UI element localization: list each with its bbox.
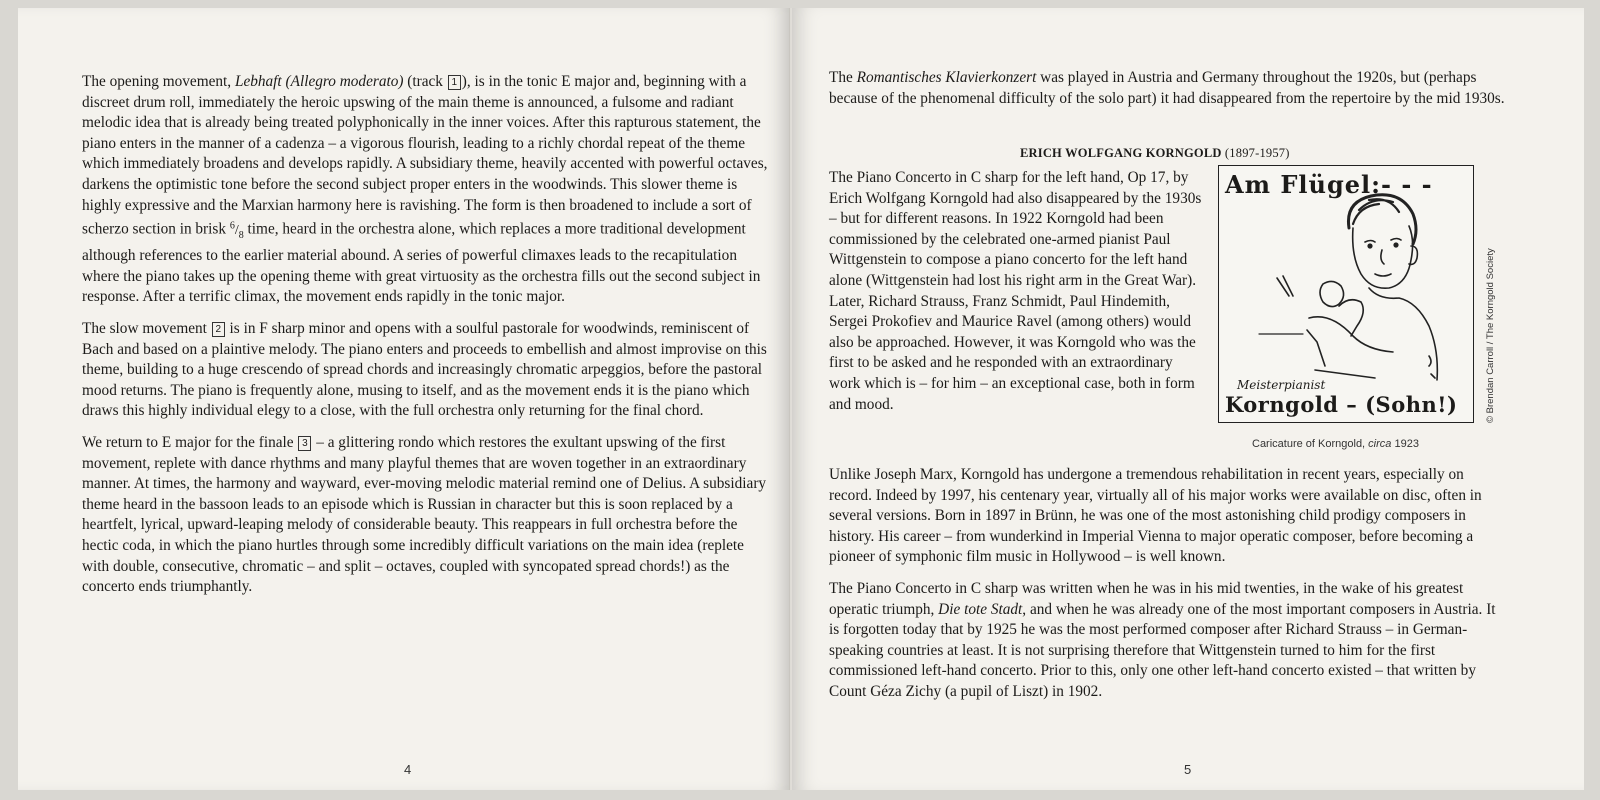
opera-title: Die tote Stadt — [938, 600, 1023, 618]
right-body-text — [829, 465, 1507, 714]
composer-heading — [1020, 146, 1420, 161]
text-run: , and when he was already one of the most important composers in Austria. It is forgotten today that by 1925 he was the most performed composer after Richard Strauss – in German-speaking countries at least. It is not surprising therefore that Wittgenstein turned to him for the first commissioned left-hand concerto. Prior to this, only one other left-hand concerto existed – that written by Count Géza Zichy (a pupil of Liszt) in 1902. — [829, 600, 1496, 700]
text-run: 1923 — [1391, 438, 1419, 450]
caricature-subtitle: Meisterpianist — [1237, 378, 1326, 392]
time-signature-numerator: 6 — [229, 220, 235, 232]
caricature-title-bottom: Korngold – (Sohn!) — [1225, 392, 1458, 417]
text-run: was played in Austria and Germany throughout the 1920s, but (perhaps because of the phenomenal difficulty of the solo part) it had disappeared from the repertoire by the mid 1930s. — [829, 69, 1505, 107]
text-run: The — [829, 69, 857, 86]
text-run: Caricature of Korngold, — [1252, 438, 1369, 450]
paragraph-slow-movement — [82, 319, 772, 422]
text-run: is in F sharp minor and opens with a soulful pastorale for woodwinds, reminiscent of Bach and based on a plaintive melody. The piano enters and proceeds to embellish and almost improvise on this theme, building to a huge crescendo of spread chords and increasingly chromatic arpeggios, before the pastoral mood returns. The piano is frequently alone, musing to itself, and as the movement ends it is the piano which draws this highly individual elegy to a close, with the full orchestra only returning for the final chord. — [82, 319, 767, 420]
time-signature-denominator: 8 — [238, 229, 244, 241]
left-text-column — [82, 72, 772, 609]
text-run: ), is in the tonic E major and, beginning with a discreet drum roll, immediately the heroic upswing of the main theme is announced, a fulsome and radiant melodic idea that is already being treated polyphonically in the inner voices. After this rapturous statement, the piano enters in the manner of a cadenza – a vigorous flourish, leading to a richly chordal repeat of the theme which immediately broadens and develops rapidly. A subsidiary theme, heavily accented with powerful octaves, darkens the optimistic tone before the second subject proper enters in the woodwinds. This slower theme is highly expressive and the Marxian harmony here is ravishing. The form is then broadened to include a sort of scherzo section in brisk — [82, 73, 768, 238]
text-run: We return to E major for the finale — [82, 433, 298, 451]
work-title: Romantisches Klavierkonzert — [856, 69, 1037, 86]
text-run: (track — [403, 73, 447, 90]
intro-paragraph — [829, 68, 1509, 109]
track-number-box: 1 — [448, 75, 461, 90]
wrapped-paragraph: The Piano Concerto in C sharp for the left hand, Op 17, by Erich Wolfgang Korngold had also disappeared by the 1930s – but for different reasons. In 1922 Korngold had been commissioned by the celebrated one-armed pianist Paul Wittgenstein to compose a piano concerto for the left hand alone (Wittgenstein had lost his right arm in the Great War). Later, Richard Strauss, Franz Schmidt, Paul Hindemith, Sergei Prokofiev and Maurice Ravel (among others) would also be approached. However, it was Korngold who was the first to be asked and he responded with an extraordinary work which is – for him – an exceptional case, both in form and mood. — [829, 169, 1202, 413]
paragraph-finale — [82, 433, 772, 598]
photo-credit: © Brendan Carroll / The Korngold Society — [1485, 248, 1496, 423]
caricature-caption — [1252, 438, 1472, 450]
track-number-box: 2 — [212, 322, 225, 337]
text-run: The opening movement, — [82, 73, 235, 90]
text-run: time, heard in the orchestra alone, which replaces a more traditional development although references to the earlier material abound. A series of powerful climaxes leads to the recapitulation where the piano takes up the opening theme with great virtuosity as the orchestra fills out the second subject in response. After a terrific climax, the movement ends rapidly in the tonic major. — [82, 220, 761, 306]
korngold-caricature — [1218, 165, 1474, 423]
paragraph-opening-movement — [82, 72, 772, 308]
composer-name: ERICH WOLFGANG KORNGOLD — [1020, 146, 1222, 160]
text-run: – a glittering rondo which restores the exultant upswing of the first movement, replete with dance rhythms and many playful themes that are woven together in an extraordinary manner. At times, the harmony and wayward, ever-moving melodic material remind one of Delius. A subsidiary theme heard in the bassoon leads to an episode which is Russian in character but this is soon replaced by a heartfelt, lyrical, upward-leaping melody of considerable beauty. This reappears in full orchestra before the hectic coda, in which the piano hurtles through some incredibly difficult variations on the main idea (replete with double, consecutive, chromatic – and split – octaves, coupled with syncopated spread chords!) as the concerto ends triumphantly. — [82, 433, 767, 596]
paragraph-rehabilitation: Unlike Joseph Marx, Korngold has undergone a tremendous rehabilitation in recent years, especially on record. Indeed by 1997, his centenary year, virtually all of his major works were available on disc, often in several versions. Born in 1897 in Brünn, he was one of the most astonishing child prodigy composers in history. His career – from wunderkind in Imperial Vienna to major operatic composer, before becoming a pioneer of symphonic film music in Hollywood – is well known. — [829, 466, 1482, 566]
text-run: The Piano Concerto in C sharp was written when he was in his mid twenties, in the wake of his greatest operatic triumph, — [829, 579, 1464, 618]
text-run: circa — [1368, 438, 1392, 450]
page-number: 4 — [404, 762, 412, 777]
text-run: The slow movement — [82, 319, 211, 337]
caricature-title-top: Am Flügel:- - - — [1225, 170, 1433, 199]
composer-dates: (1897-1957) — [1221, 146, 1290, 160]
right-page — [792, 8, 1584, 790]
track-number-box: 3 — [298, 436, 311, 451]
page-number: 5 — [1184, 762, 1192, 777]
time-signature: $^6/_8$ — [229, 220, 244, 241]
paragraph-concerto-history — [829, 579, 1507, 703]
tempo-marking: Lebhaft (Allegro moderato) — [234, 73, 404, 90]
left-page — [18, 8, 790, 790]
